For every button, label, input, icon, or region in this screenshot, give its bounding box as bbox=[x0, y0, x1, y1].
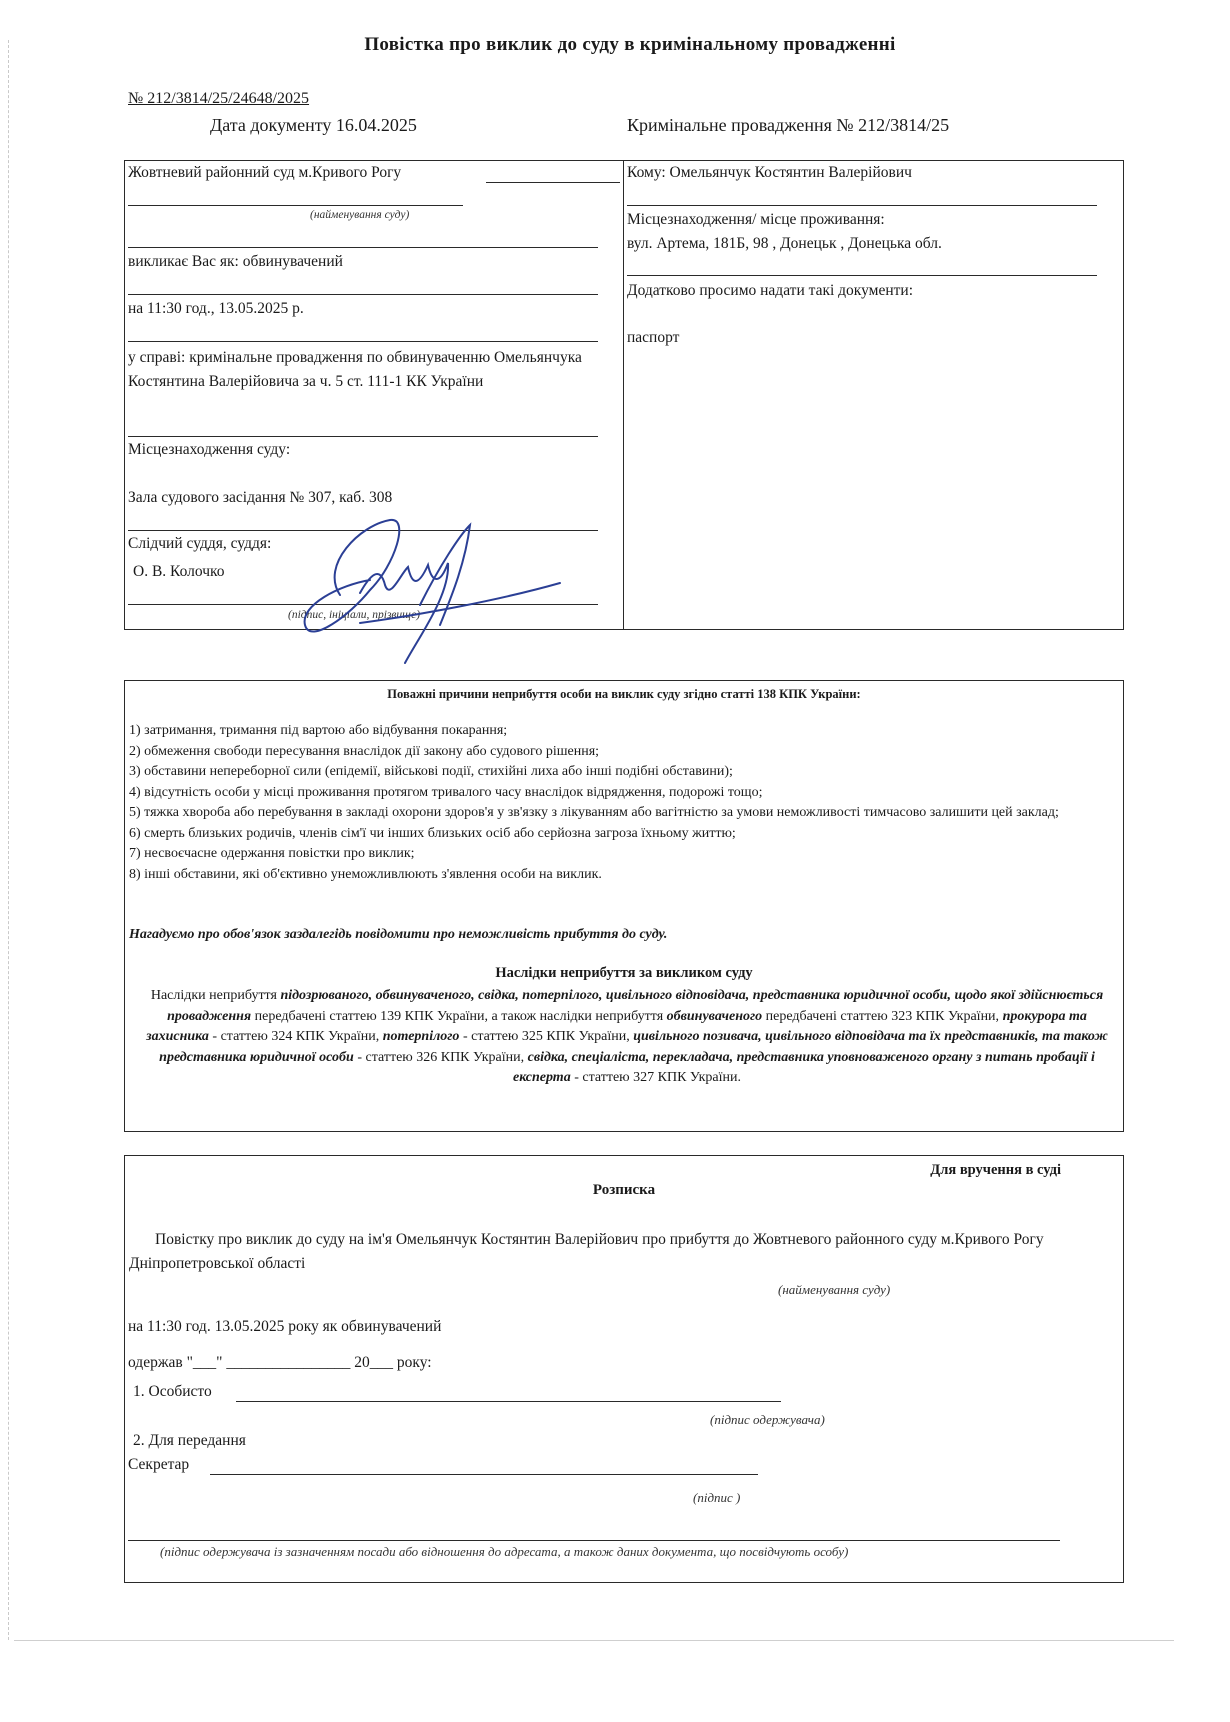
documents-label: Додатково просимо надати такі документи: bbox=[627, 282, 914, 299]
bottom-sign-line bbox=[128, 1540, 1060, 1541]
reasons-list bbox=[129, 721, 1119, 885]
court-name-hint: (найменування суду) bbox=[310, 209, 410, 221]
absence-reasons-box bbox=[124, 680, 1124, 1132]
page-edge-left bbox=[8, 40, 9, 1640]
court-location-label: Місцезнаходження суду: bbox=[128, 441, 291, 458]
personally-label: 1. Особисто bbox=[133, 1383, 212, 1400]
receipt-court-hint: (найменування суду) bbox=[778, 1282, 891, 1297]
document-date: Дата документу 16.04.2025 bbox=[210, 115, 417, 135]
secretary-label: Секретар bbox=[128, 1456, 190, 1473]
cons-part: підозрюваного, обвинуваченого, свідка, потерпілого, цивільного відповідача, представника юридичної особи, щодо якої здійснюється провадження bbox=[167, 988, 1104, 1024]
list-item: 1) затримання, тримання під вартою або відбування покарання; bbox=[129, 723, 508, 738]
list-item: 7) несвоєчасне одержання повістки про виклик; bbox=[129, 846, 415, 861]
consequences-header: Наслідки неприбуття за викликом суду bbox=[495, 965, 753, 981]
cons-part: свідка, спеціаліста, перекладача, представника уповноваженого органу з питань пробації і експерта bbox=[513, 1049, 1095, 1085]
recipient-sign-hint: (підпис одержувача) bbox=[710, 1412, 825, 1427]
list-item: 5) тяжка хвороба або перебування в закладі охорони здоров'я у зв'язку з лікуванням або вагітністю за умови неможливості тимчасово залишити цей заклад; bbox=[129, 805, 1059, 820]
list-item: 6) смерть близьких родичів, членів сім'ї чи інших близьких осіб або серйозна загроза їхньому життю; bbox=[129, 825, 736, 841]
secretary-sign-hint: (підпис ) bbox=[693, 1490, 741, 1505]
courtroom: Зала судового засідання № 307, каб. 308 bbox=[128, 489, 393, 506]
court-line-3 bbox=[128, 247, 598, 248]
recipient-line bbox=[627, 205, 1097, 206]
judge-sign-hint: (підпис, ініціали, прізвище) bbox=[288, 609, 421, 621]
document-number: № 212/3814/25/24648/2025 bbox=[128, 90, 310, 107]
receipt-received: одержав "___" ________________ 20___ року: bbox=[128, 1354, 432, 1371]
datetime-line bbox=[128, 341, 598, 342]
reasons-header: Поважні причини неприбуття особи на виклик суду згідно статті 138 КПК України: bbox=[387, 687, 861, 701]
reminder: Нагадуємо про обов'язок заздалегідь повідомити про неможливість прибуття до суду. bbox=[129, 927, 668, 942]
cons-part: - статтею 324 КПК України, bbox=[208, 1029, 383, 1044]
cons-part: - статтею 326 КПК України, bbox=[353, 1049, 528, 1065]
page-edge-bottom bbox=[14, 1640, 1174, 1641]
secretary-line bbox=[210, 1474, 758, 1475]
receipt-when: на 11:30 год. 13.05.2025 року як обвинувачений bbox=[128, 1318, 442, 1335]
personally-line bbox=[236, 1401, 781, 1402]
hearing-datetime: на 11:30 год., 13.05.2025 р. bbox=[128, 300, 304, 317]
case-line bbox=[128, 436, 598, 437]
cons-part: прокурора та захисника bbox=[146, 1008, 1087, 1044]
cons-part: передбачені статтею 139 КПК України, а також наслідки неприбуття bbox=[251, 1008, 667, 1024]
summons-as: викликає Вас як: обвинувачений bbox=[128, 253, 343, 270]
list-item: 8) інші обставини, які об'єктивно унеможливлюють з'явлення особи на виклик. bbox=[129, 866, 602, 882]
court-line-1 bbox=[486, 182, 620, 183]
case-description: у справі: кримінальне провадження по обвинуваченню Омельянчука Костянтина Валерійовича за ч. 5 ст. 111-1 КК України bbox=[128, 349, 582, 390]
summons-as-line bbox=[128, 294, 598, 295]
cons-part: потерпілого bbox=[382, 1029, 460, 1044]
residence-address: вул. Артема, 181Б, 98 , Донецьк , Донецька обл. bbox=[627, 235, 942, 252]
address-line bbox=[627, 275, 1097, 276]
list-item: 3) обставини непереборної сили (епідемії, військові події, стихійні лиха або інші подібні обставини); bbox=[129, 764, 733, 779]
receipt-text: Повістку про виклик до суду на ім'я Омельянчук Костянтин Валерійович про прибуття до Жовтневого районного суду м.Кривого Рогу Дніпропетровської області bbox=[129, 1231, 1044, 1272]
list-item: 4) відсутність особи у місці проживання протягом тривалого часу внаслідок відрядження, подорожі тощо; bbox=[129, 784, 763, 800]
court-line-2 bbox=[128, 205, 463, 206]
judge-label: Слідчий суддя, суддя: bbox=[128, 535, 272, 552]
list-item: 2) обмеження свободи пересування внаслідок дії закону або судового рішення; bbox=[129, 743, 600, 759]
receipt-header: Розписка bbox=[592, 1182, 656, 1198]
cons-part: Наслідки неприбуття bbox=[150, 988, 281, 1003]
recipient: Кому: Омельянчук Костянтин Валерійович bbox=[627, 164, 912, 181]
cons-part: передбачені статтею 323 КПК України, bbox=[762, 1008, 1003, 1024]
bottom-sign-hint: (підпис одержувача із зазначенням посади або відношення до адресата, а також даних документа, що посвідчують особу) bbox=[160, 1544, 849, 1559]
documents-required: паспорт bbox=[627, 329, 680, 346]
judge-signature bbox=[300, 505, 590, 665]
residence-label: Місцезнаходження/ місце проживання: bbox=[627, 211, 885, 228]
cons-part: обвинуваченого bbox=[666, 1008, 763, 1024]
court-name: Жовтневий районний суд м.Кривого Рогу bbox=[128, 164, 402, 181]
cons-part: цивільного позивача, цивільного відповідача та їх представників, та також представника юридичної особи bbox=[159, 1029, 1108, 1065]
document-title: Повістка про виклик до суду в кримінальному провадженні bbox=[364, 34, 896, 55]
case-number: Кримінальне провадження № 212/3814/25 bbox=[627, 115, 950, 135]
for-transfer-label: 2. Для передання bbox=[133, 1432, 246, 1449]
summons-box bbox=[124, 160, 1124, 630]
judge-name: О. В. Колочко bbox=[133, 563, 225, 580]
for-court-delivery: Для вручення в суді bbox=[930, 1162, 1061, 1178]
consequences-text bbox=[137, 986, 1117, 1089]
cons-part: - статтею 325 КПК України, bbox=[459, 1029, 634, 1044]
cons-part: - статтею 327 КПК України. bbox=[570, 1070, 741, 1085]
column-divider bbox=[623, 160, 624, 630]
